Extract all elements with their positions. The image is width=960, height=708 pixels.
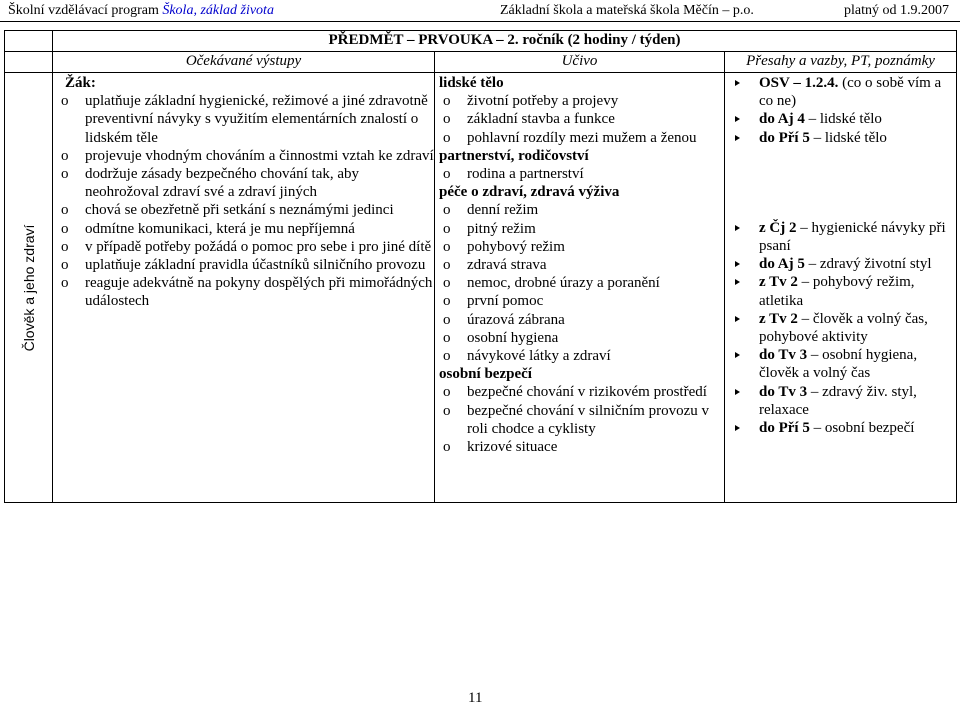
curriculum-cell: [435, 73, 725, 503]
header-school-name: Základní škola a mateřská škola Měčín – p.o.: [500, 3, 754, 18]
curriculum-item: o první pomoc: [439, 292, 724, 310]
curriculum-item: o krizové situace: [439, 438, 724, 456]
links-cell: [725, 73, 957, 503]
cross-link-item: [731, 219, 956, 255]
curriculum-topic: péče o zdraví, zdravá výživa: [439, 184, 620, 201]
links-list-top: [731, 74, 956, 147]
cross-link-topic: – osobní bezpečí: [809, 420, 915, 437]
curriculum-list: [439, 201, 724, 365]
page-number: 11: [468, 690, 483, 706]
output-item: o odmítne komunikaci, která je mu nepříjemná: [57, 220, 434, 238]
output-item: o uplatňuje základní pravidla účastníků silničního provozu: [57, 256, 434, 274]
subject-title: PŘEDMĚT – PRVOUKA – 2. ročník (2 hodiny / týden): [53, 31, 957, 52]
cross-link-topic: – lidské tělo: [804, 111, 882, 128]
col-header-outputs: Očekávané výstupy: [53, 52, 435, 73]
cross-link-target: do Pří 5: [759, 129, 810, 146]
cross-link-item: [731, 255, 956, 273]
header-school-program: [8, 3, 274, 19]
cross-link-topic: – hygienické návyky při psaní: [759, 219, 946, 255]
output-item: o uplatňuje základní hygienické, režimové a jiné zdravotně preventivní návyky s využitím elementárních znalostí o lidském těle: [57, 92, 434, 147]
curriculum-item: o úrazová zábrana: [439, 311, 724, 329]
page-header: [0, 0, 960, 24]
curriculum-item: o základní stavba a funkce: [439, 110, 724, 128]
content-row: [5, 73, 957, 503]
cross-link-target: z Tv 2: [759, 310, 798, 327]
curriculum-list: [439, 383, 724, 456]
cross-link-item: [731, 419, 956, 437]
header-valid-from: platný od 1.9.2007: [844, 3, 949, 18]
curriculum-list: [439, 165, 724, 183]
output-item: o v případě potřeby požádá o pomoc pro sebe i pro jiné dítě: [57, 238, 434, 256]
cross-link-target: do Aj 4: [759, 111, 805, 128]
cross-link-item: [731, 346, 956, 382]
cross-link-target: z Tv 2: [759, 274, 798, 291]
curriculum-topic: lidské tělo: [439, 75, 504, 91]
curriculum-topic: osobní bezpečí: [439, 366, 532, 383]
links-gap: [731, 147, 956, 219]
links-list-bottom: [731, 219, 956, 437]
side-label: Člověk a jeho zdraví: [20, 224, 37, 351]
cross-link-topic: – zdravý živ. styl, relaxace: [759, 383, 917, 418]
curriculum-item: o zdravá strava: [439, 256, 724, 274]
curriculum-item: o životní potřeby a projevy: [439, 92, 724, 110]
curriculum-item: o pohybový režim: [439, 238, 724, 256]
cross-link-item: [731, 273, 956, 309]
curriculum-item: o nemoc, drobné úrazy a poranění: [439, 274, 724, 292]
col-header-curriculum: Učivo: [435, 52, 725, 73]
output-item: o reaguje adekvátně na pokyny dospělých při mimořádných událostech: [57, 274, 434, 310]
curriculum-item: o bezpečné chování v silničním provozu v roli chodce a cyklisty: [439, 402, 724, 438]
cross-link-item: [731, 110, 956, 128]
cross-link-target: do Tv 3: [759, 383, 808, 400]
cross-link-topic: – zdravý životní styl: [804, 256, 932, 273]
column-header-row: [5, 52, 957, 73]
curriculum-item: o bezpečné chování v rizikovém prostředí: [439, 383, 724, 401]
curriculum-table: [4, 30, 957, 503]
curriculum-item: o rodina a partnerství: [439, 165, 724, 183]
curriculum-topic: partnerství, rodičovství: [439, 147, 589, 164]
cross-link-target: z Čj 2: [759, 219, 797, 236]
curriculum-item: o pohlavní rozdíly mezi mužem a ženou: [439, 129, 724, 147]
curriculum-item: o osobní hygiena: [439, 329, 724, 347]
curriculum-item: o návykové látky a zdraví: [439, 347, 724, 365]
cross-link-topic: (co o sobě vím a co ne): [759, 75, 942, 110]
table-title-row: [5, 31, 957, 52]
cross-link-item: [731, 310, 956, 346]
side-label-cell: [5, 73, 53, 503]
cross-link-target: do Pří 5: [759, 420, 810, 437]
outputs-cell: [53, 73, 435, 503]
cross-link-target: do Tv 3: [759, 347, 808, 364]
cross-link-item: [731, 74, 956, 110]
col-header-links: Přesahy a vazby, PT, poznámky: [725, 52, 957, 73]
cross-link-target: OSV – 1.2.4.: [759, 75, 839, 91]
curriculum-item: o pitný režim: [439, 220, 724, 238]
cross-link-item: [731, 129, 956, 147]
header-rule: [0, 21, 960, 22]
cross-link-item: [731, 383, 956, 419]
cross-link-topic: – osobní hygiena, člověk a volný čas: [759, 347, 918, 382]
curriculum-list: [439, 92, 724, 147]
cross-link-target: do Aj 5: [759, 256, 805, 273]
output-item: o chová se obezřetně při setkání s neznámými jedinci: [57, 201, 434, 219]
header-program-link[interactable]: Škola, základ života: [162, 3, 274, 18]
outputs-heading: Žák:: [65, 75, 96, 91]
cross-link-topic: – pohybový režim, atletika: [759, 274, 915, 309]
header-program-prefix: Školní vzdělávací program: [8, 3, 163, 18]
cross-link-topic: – člověk a volný čas, pohybové aktivity: [759, 310, 928, 346]
outputs-list: [57, 92, 434, 310]
curriculum-item: o denní režim: [439, 201, 724, 219]
output-item: o dodržuje zásady bezpečného chování tak, aby neohrožoval zdraví své a zdraví jiných: [57, 165, 434, 201]
output-item: o projevuje vhodným chováním a činnostmi vztah ke zdraví: [57, 147, 434, 165]
cross-link-topic: – lidské tělo: [809, 129, 887, 146]
